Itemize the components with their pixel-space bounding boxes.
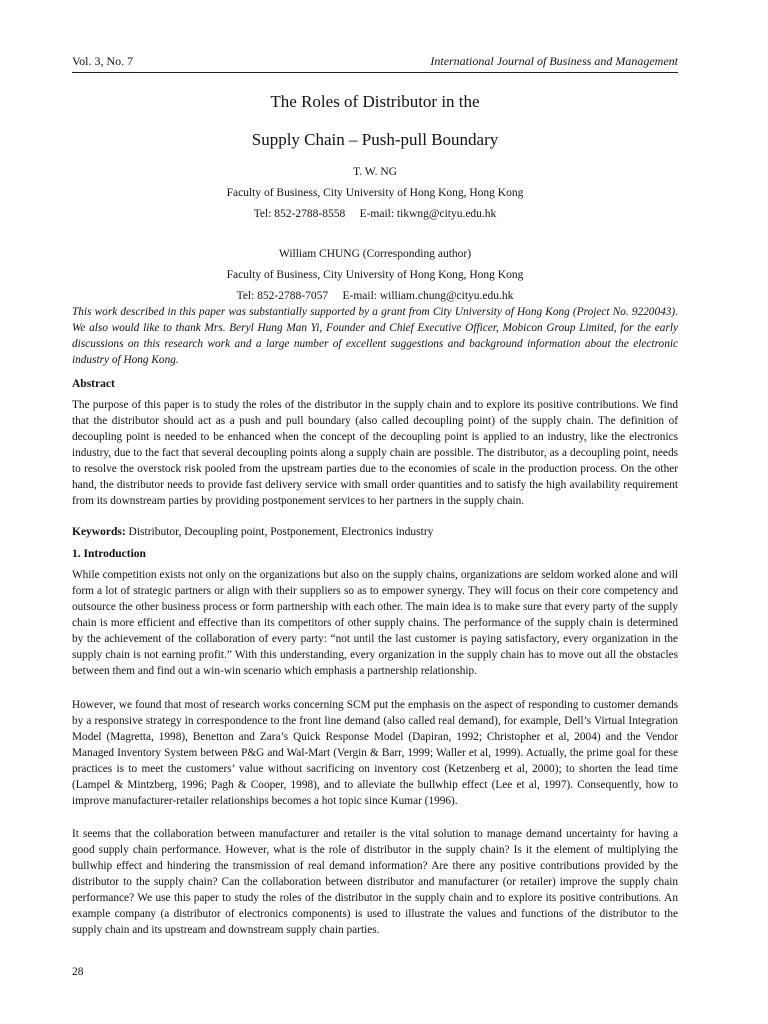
- keywords-text: Distributor, Decoupling point, Postponement, Electronics industry: [125, 526, 434, 538]
- author1-affiliation: Faculty of Business, City University of Hong Kong, Hong Kong: [226, 187, 524, 199]
- introduction-paragraph-3: It seems that the collaboration between manufacturer and retailer is the vital solution to manage demand uncertainty for having a good supply chain performance. However, what is the role of distributor in the supply chain? Is it the element of multiplying the bullwhip effect and hindering the transmission of real demand information? Are there any positive contributions provided by the distributor to the supply chain? Can the collaboration between distributor and manufacturer (or retailer) improve the supply chain performance? We use this paper to study the roles of the distributor in the supply chain and to explore its positive contributions. An example company (a distributor of electronics components) is used to illustrate the values and functions of the distributor to the supply chain and its upstream and downstream supply chain parties.: [72, 828, 678, 936]
- author2-contact: Tel: 852-2788-7057 E-mail: william.chung@cityu.edu.hk: [236, 290, 514, 302]
- introduction-paragraph-1: While competition exists not only on the organizations but also on the supply chains, organizations are seldom worked alone and will form a lot of strategic partners or align with their suppliers so as to empower synergy. They will focus on their core competency and outsource the other business process or form partnership with each other. The main idea is to make sure that every party of the supply chain is more efficient and effective than its competitors of other supply chains. The performance of the supply chain is determined by the achievement of the collaboration of every party: “not until the last customer is paying satisfactory, every organization in the supply chain is not earning profit.” With this understanding, every organization in the supply chain has to move out all the obstacles between them and find out a win-win scenario which emphasis a partnership relationship.: [72, 569, 678, 677]
- page-number: 28: [72, 966, 84, 978]
- paper-title-line-2: Supply Chain – Push-pull Boundary: [251, 130, 499, 149]
- journal-name: International Journal of Business and Management: [430, 54, 678, 68]
- keywords-label: Keywords:: [72, 526, 126, 538]
- abstract-text: The purpose of this paper is to study the roles of the distributor in the supply chain and to explore its positive contributions. We find that the distributor should act as a push and pull boundary (also called decoupling point) of the supply chain. The definition of decoupling point is needed to be enhanced when the concept of the decoupling point is applied to an industry, like the electronics industry, due to the fact that several decoupling points along a supply chain are possible. The distributor, as a decoupling point, needs to resolve the overstock risk pooled from the upstream parties due to the economies of scale in the production process. On the other hand, the distributor needs to provide fast delivery service with small order quantities and to satisfy the high availability requirement from its downstream parties by providing postponement services to her partners in the supply chain.: [72, 399, 678, 507]
- author1-contact: Tel: 852-2788-8558 E-mail: tikwng@cityu.edu.hk: [253, 208, 497, 220]
- volume-label: Vol. 3, No. 7: [72, 54, 134, 68]
- author1-name: T. W. NG: [353, 166, 397, 178]
- acknowledgement-note: This work described in this paper was substantially supported by a grant from City University of Hong Kong (Project No. 9220043). We also would like to thank Mrs. Beryl Hung Man Yi, Founder and Chief Executive Officer, Mobicon Group Limited, for the early discussions on this research work and a large number of excellent suggestions and background information about the electronic industry of Hong Kong.: [72, 306, 678, 366]
- abstract-heading: Abstract: [72, 378, 115, 390]
- introduction-heading: 1. Introduction: [72, 548, 146, 560]
- introduction-paragraph-2: However, we found that most of research works concerning SCM put the emphasis on the aspect of responding to customer demands by a responsive strategy in correspondence to the front line demand (also called real demand), for example, Dell’s Virtual Integration Model (Magretta, 1998), Benetton and Zara’s Quick Response Model (Dapiran, 1992; Christopher et al, 2004) and the Vendor Managed Inventory System between P&G and Wal-Mart (Vergin & Barr, 1999; Waller et al, 1999). Actually, the prime goal for these practices is to meet the customers’ value without sacrificing on inventory cost (Ketzenberg et al, 2000); to shorten the lead time (Lampel & Mintzberg, 1996; Pagh & Cooper, 1998), and to alleviate the bullwhip effect (Lee et al, 1997). Consequently, how to improve manufacturer-retailer relationships becomes a hot topic since Kumar (1996).: [72, 699, 678, 807]
- author2-affiliation: Faculty of Business, City University of Hong Kong, Hong Kong: [226, 269, 524, 281]
- paper-title-line-1: The Roles of Distributor in the: [270, 92, 480, 111]
- keywords-line: [72, 526, 433, 538]
- author2-name: William CHUNG (Corresponding author): [278, 248, 472, 260]
- running-header: [72, 54, 678, 73]
